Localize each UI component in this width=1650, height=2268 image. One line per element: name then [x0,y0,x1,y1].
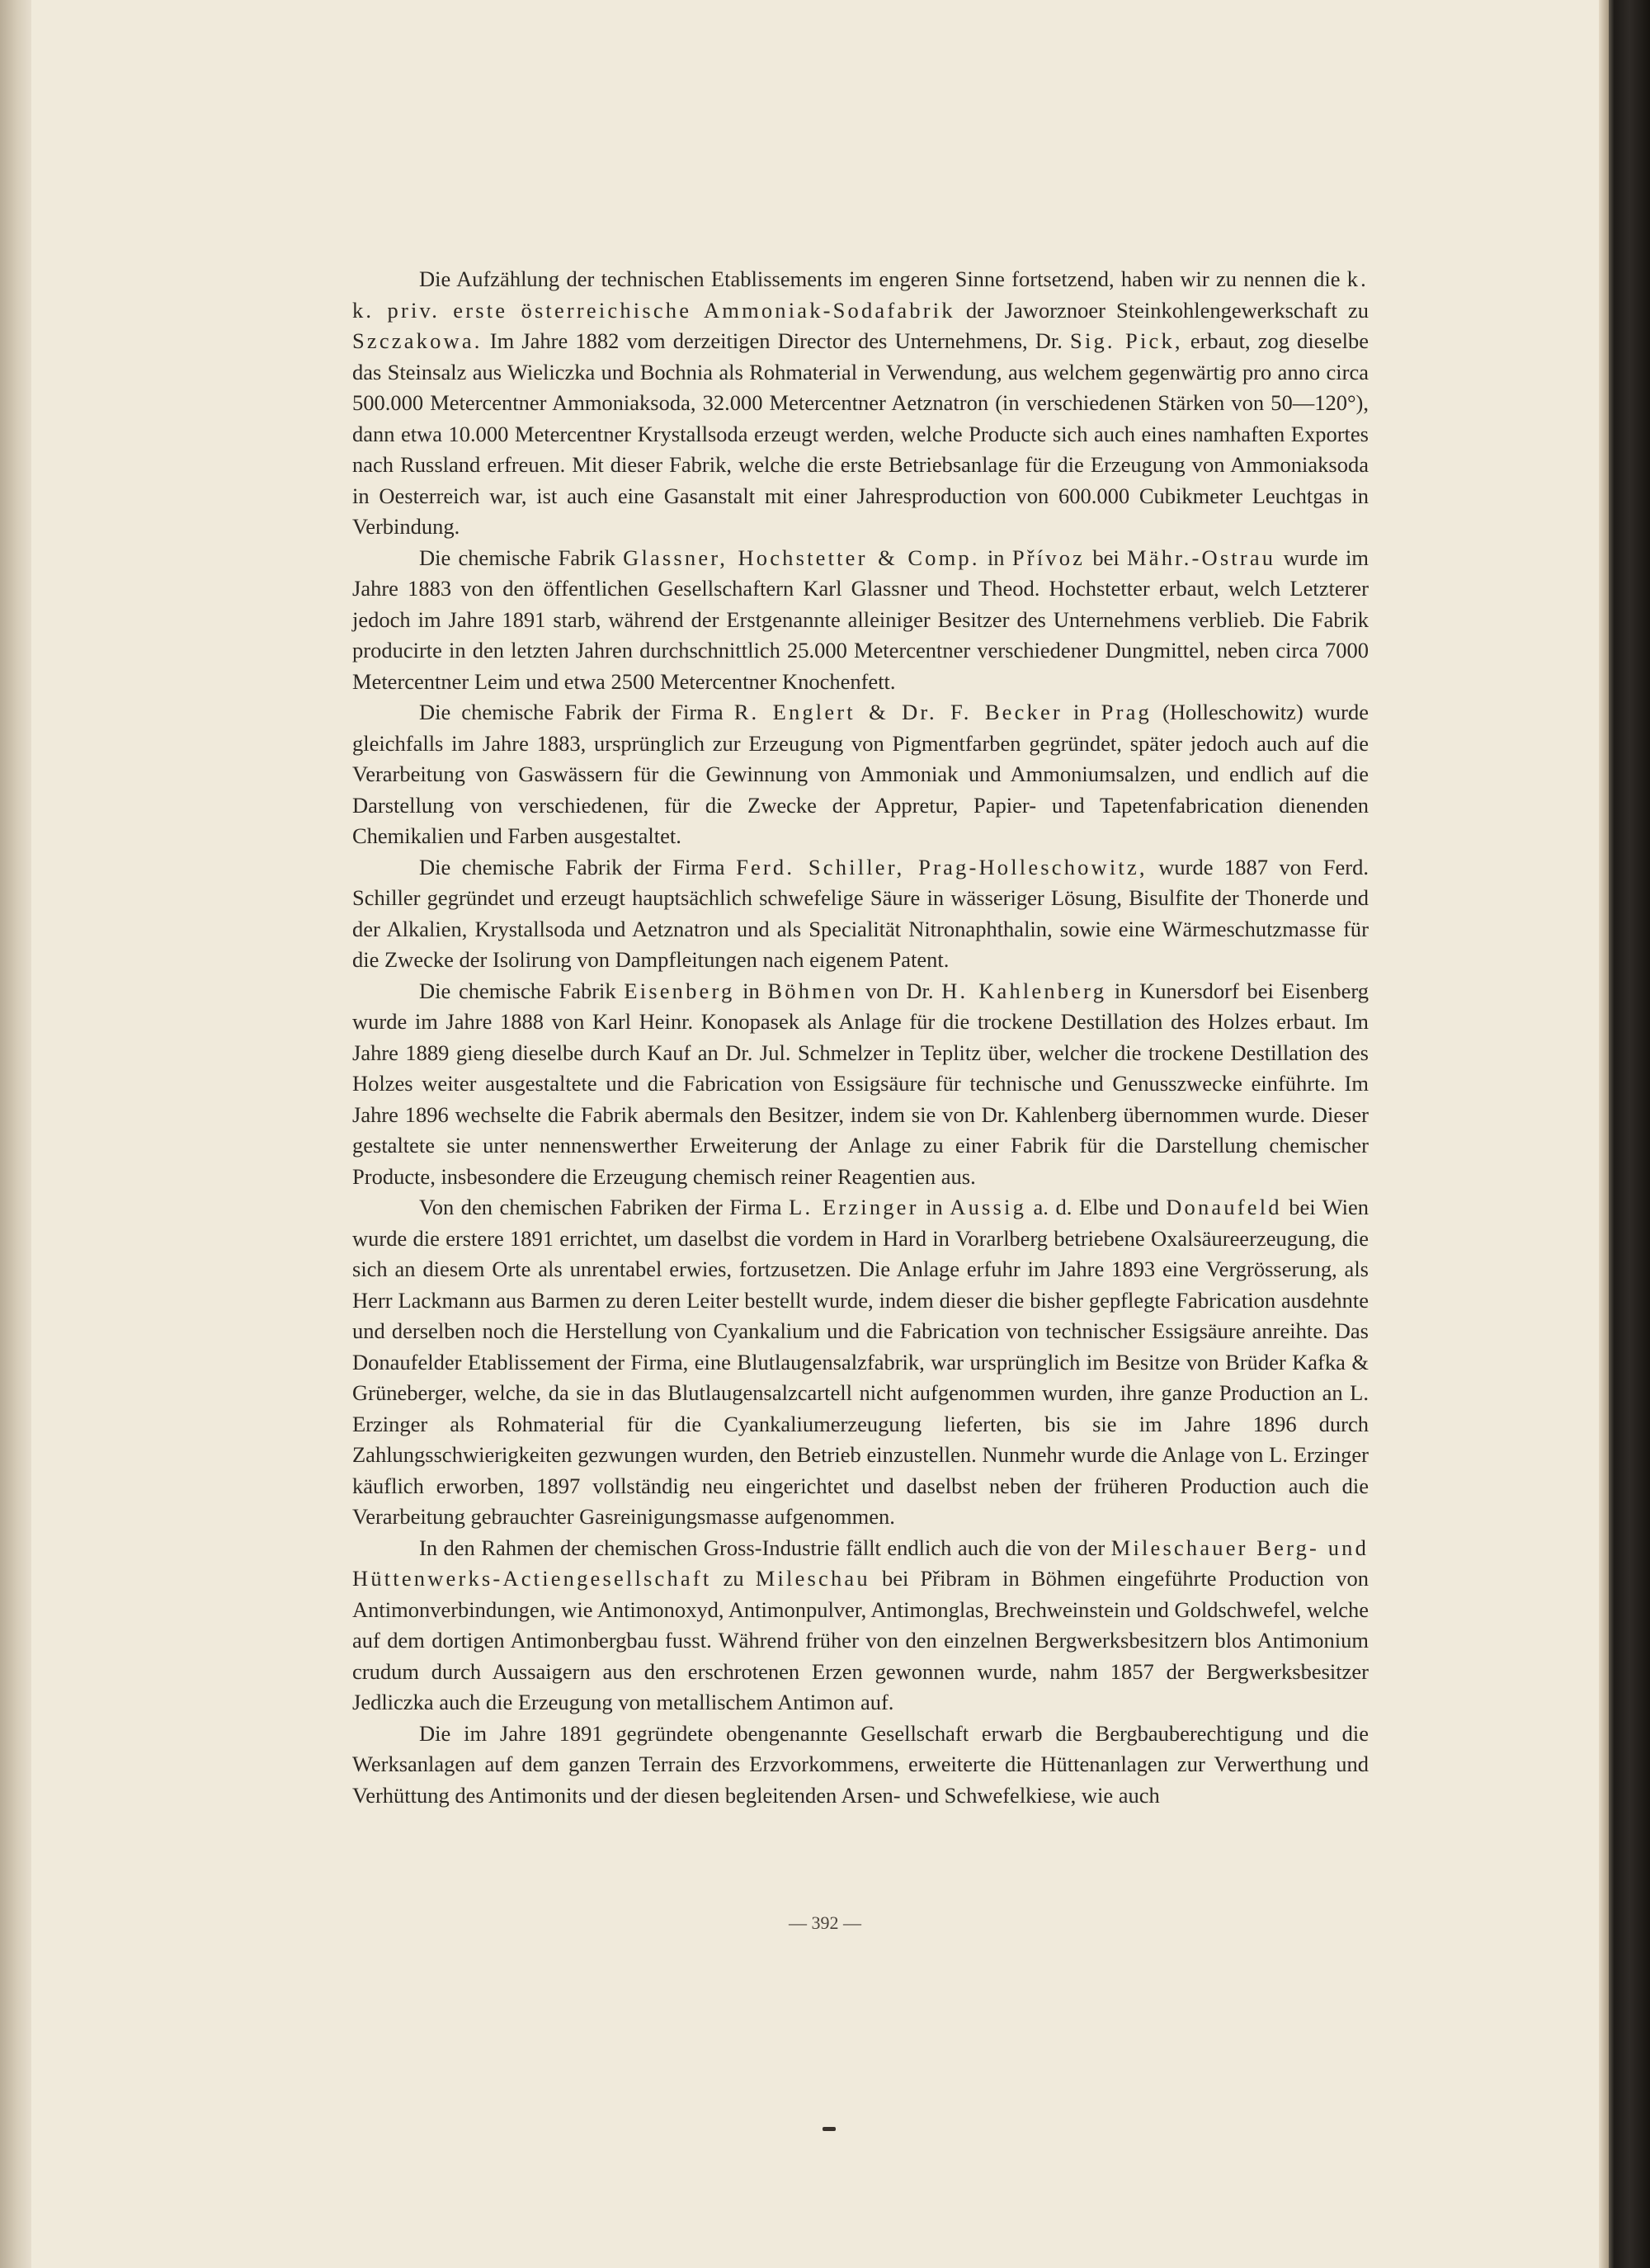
text-run: wurde 1887 von Ferd. Schiller gegründet und erzeugt hauptsächlich schwefelige Säure in wässeriger Lösung, Bisulfite der Thonerde und der Alkalien, Krystallsoda und Aetznatron und als Specialität Nitronaphthalin, sowie eine Wärmeschutzmasse für die Zwecke der Isolirung von Dampfleitungen nach eigenem Patent. [352,854,1369,972]
spaced-name: L. Erzinger [789,1195,919,1219]
spaced-name: Mileschauer Berg- und Hüttenwerks-Actiengesellschaft [352,1535,1369,1591]
print-mark [823,2127,836,2131]
spaced-name: Prag [1101,700,1152,724]
text-run: bei [1085,545,1128,570]
text-run: zu [711,1566,756,1591]
text-run: Die chemische Fabrik [419,978,625,1003]
text-run: (Holleschowitz) wurde gleichfalls im Jahre 1883, ursprünglich zur Erzeugung von Pigmentfarben gegründet, später jedoch auch auf die Verarbeitung von Gaswässern für die Gewinnung von Ammoniak und Ammoniumsalzen, und endlich auf die Darstellung von verschiedenen, für die Zwecke der Appretur, Papier- und Tapetenfabrication dienenden Chemikalien und Farben ausgestaltet. [352,700,1370,848]
text-run: in Kunersdorf bei Eisenberg wurde im Jahre 1888 von Karl Heinr. Konopasek als Anlage für die trockene Destillation des Holzes erbaut. Im Jahre 1889 gieng dieselbe durch Kauf an Dr. Jul. Schmelzer in Teplitz über, welcher die trockene Destillation des Holzes weiter ausgestaltete und die Fabrication von Essigsäure für technische und Genusszwecke einführte. Im Jahre 1896 wechselte die Fabrik abermals den Besitzer, indem sie von Dr. Kahlenberg übernommen wurde. Dieser gestaltete sie unter nennenswerther Erweiterung der Anlage zu einer Fabrik für die Darstellung chemischer Producte, insbesondere die Erzeugung chemisch reiner Reagentien aus. [352,978,1370,1189]
spaced-name: Böhmen [767,978,858,1003]
paragraph [352,1192,1369,1533]
paragraph [352,976,1369,1193]
text-run: in [979,545,1012,570]
spaced-name: Přívoz [1011,545,1086,570]
paragraph [352,1719,1369,1812]
spaced-name: Eisenberg [624,978,735,1003]
spaced-name: Donaufeld [1166,1195,1282,1219]
spaced-name: Ferd. Schiller, Prag-Holleschowitz, [736,854,1148,879]
text-run: bei Wien wurde die erstere 1891 errichtet, um daselbst die vordem in Hard in Vorarlberg betriebene Oxalsäureerzeugung, die sich an diesem Orte als unrentabel erwies, fortzusetzen. Die Anlage erfuhr im Jahre 1893 eine Vergrösserung, als Herr Lackmann aus Barmen zu deren Leiter bestellt wurde, indem dieser die bisher gepflegte Fabrication ausdehnte und derselben noch die Herstellung von Cyankalium und die Fabrication von technischer Essigsäure anreihte. Das Donaufelder Etablissement der Firma, eine Blutlaugensalzfabrik, war ursprünglich im Besitze von Brüder Kafka & Grüneberger, welche, da sie in das Blutlaugensalzcartell nicht aufgenommen wurden, ihre ganze Production an L. Erzinger als Rohmaterial für die Cyankaliumerzeugung lieferten, bis sie im Jahre 1896 durch Zahlungsschwierigkeiten gezwungen wurden, den Betrieb einzustellen. Nunmehr wurde die Anlage von L. Erzinger käuflich erworben, 1897 vollständig neu eingerichtet und daselbst neben der früheren Production auch die Verarbeitung gebrauchter Gasreinigungsmasse aufgenommen. [352,1195,1369,1529]
spaced-name: Mileschau [755,1566,870,1591]
paragraph [352,852,1369,976]
text-run: von Dr. [857,978,942,1003]
text-run: Die Aufzählung der technischen Etablissements im engeren Sinne fortsetzend, haben wir zu nennen die [419,266,1347,291]
body-text [352,264,1369,1811]
text-run: Im Jahre 1882 vom derzeitigen Director des Unternehmens, Dr. [482,328,1071,353]
text-run: in [734,978,768,1003]
paragraph [352,264,1369,543]
spaced-name: H. Kahlenberg [941,978,1107,1003]
text-run: Von den chemischen Fabriken der Firma [419,1195,790,1219]
text-run: Die chemische Fabrik der Firma [419,700,734,724]
spaced-name: R. Englert & Dr. F. Becker [733,700,1063,724]
page-number: — 392 — [789,1912,861,1933]
text-run: In den Rahmen der chemischen Gross-Industrie fällt endlich auch die von der [419,1535,1111,1560]
paragraph [352,543,1369,698]
text-run: a. d. Elbe und [1026,1195,1167,1219]
text-run: der Jaworznoer Steinkohlengewerkschaft zu [955,297,1369,323]
paragraph [352,1533,1369,1719]
text-run: erbaut, zog dieselbe das Steinsalz aus Wieliczka und Bochnia als Rohmaterial in Verwendung, aus welchem gegenwärtig pro anno circa 500.000 Metercentner Ammoniaksoda, 32.000 Metercentner Aetznatron (in verschiedenen Stärken von 50—120°), dann etwa 10.000 Metercentner Krystallsoda erzeugt werden, welche Producte sich auch eines namhaften Exportes nach Russland erfreuen. Mit dieser Fabrik, welche die erste Betriebsanlage für die Erzeugung von Ammoniaksoda in Oesterreich war, ist auch eine Gasanstalt mit einer Jahresproduction von 600.000 Cubikmeter Leuchtgas in Verbindung. [352,328,1370,539]
spaced-name: Sig. Pick, [1070,328,1183,353]
spaced-name: Szczakowa. [352,328,483,353]
text-run: Die chemische Fabrik der Firma [419,854,737,879]
text-run: in [1062,700,1101,724]
text-run: in [918,1195,950,1219]
spaced-name: k. k. priv. erste österreichische Ammoniak-Sodafabrik [352,266,1369,323]
text-run: Die chemische Fabrik [419,545,624,570]
text-run: Die im Jahre 1891 gegründete obengenannte Gesellschaft erwarb die Bergbauberechtigung und die Werksanlagen auf dem ganzen Terrain des Erzvorkommens, erweiterte die Hüttenanlagen zur Verwerthung und Verhüttung des Antimonits und der diesen begleitenden Arsen- und Schwefelkiese, wie auch [352,1720,1369,1808]
spaced-name: Mähr.-Ostrau [1127,545,1276,570]
text-run: wurde im Jahre 1883 von den öffentlichen Gesellschaftern Karl Glassner und Theod. Hochstetter erbaut, welch Letzterer jedoch im Jahre 1891 starb, während der Erstgenannte alleiniger Besitzer des Unternehmens verblieb. Die Fabrik producirte in den letzten Jahren durchschnittlich 25.000 Metercentner verschiedener Dungmittel, neben circa 7000 Metercentner Leim und etwa 2500 Metercentner Knochenfett. [352,545,1369,694]
spaced-name: Aussig [950,1195,1027,1219]
spaced-name: Glassner, Hochstetter & Comp. [623,545,980,570]
text-run: bei Přibram in Böhmen eingeführte Production von Antimonverbindungen, wie Antimonoxyd, Antimonpulver, Antimonglas, Brechweinstein und Goldschwefel, welche auf dem dortigen Antimonbergbau fusst. Während früher von den einzelnen Bergwerksbesitzern blos Antimonium crudum durch Aussaigern aus den erschrotenen Erzen gewonnen wurde, nahm 1857 der Bergwerksbesitzer Jedliczka auch die Erzeugung von metallischem Antimon auf. [352,1566,1370,1714]
paragraph [352,697,1369,852]
